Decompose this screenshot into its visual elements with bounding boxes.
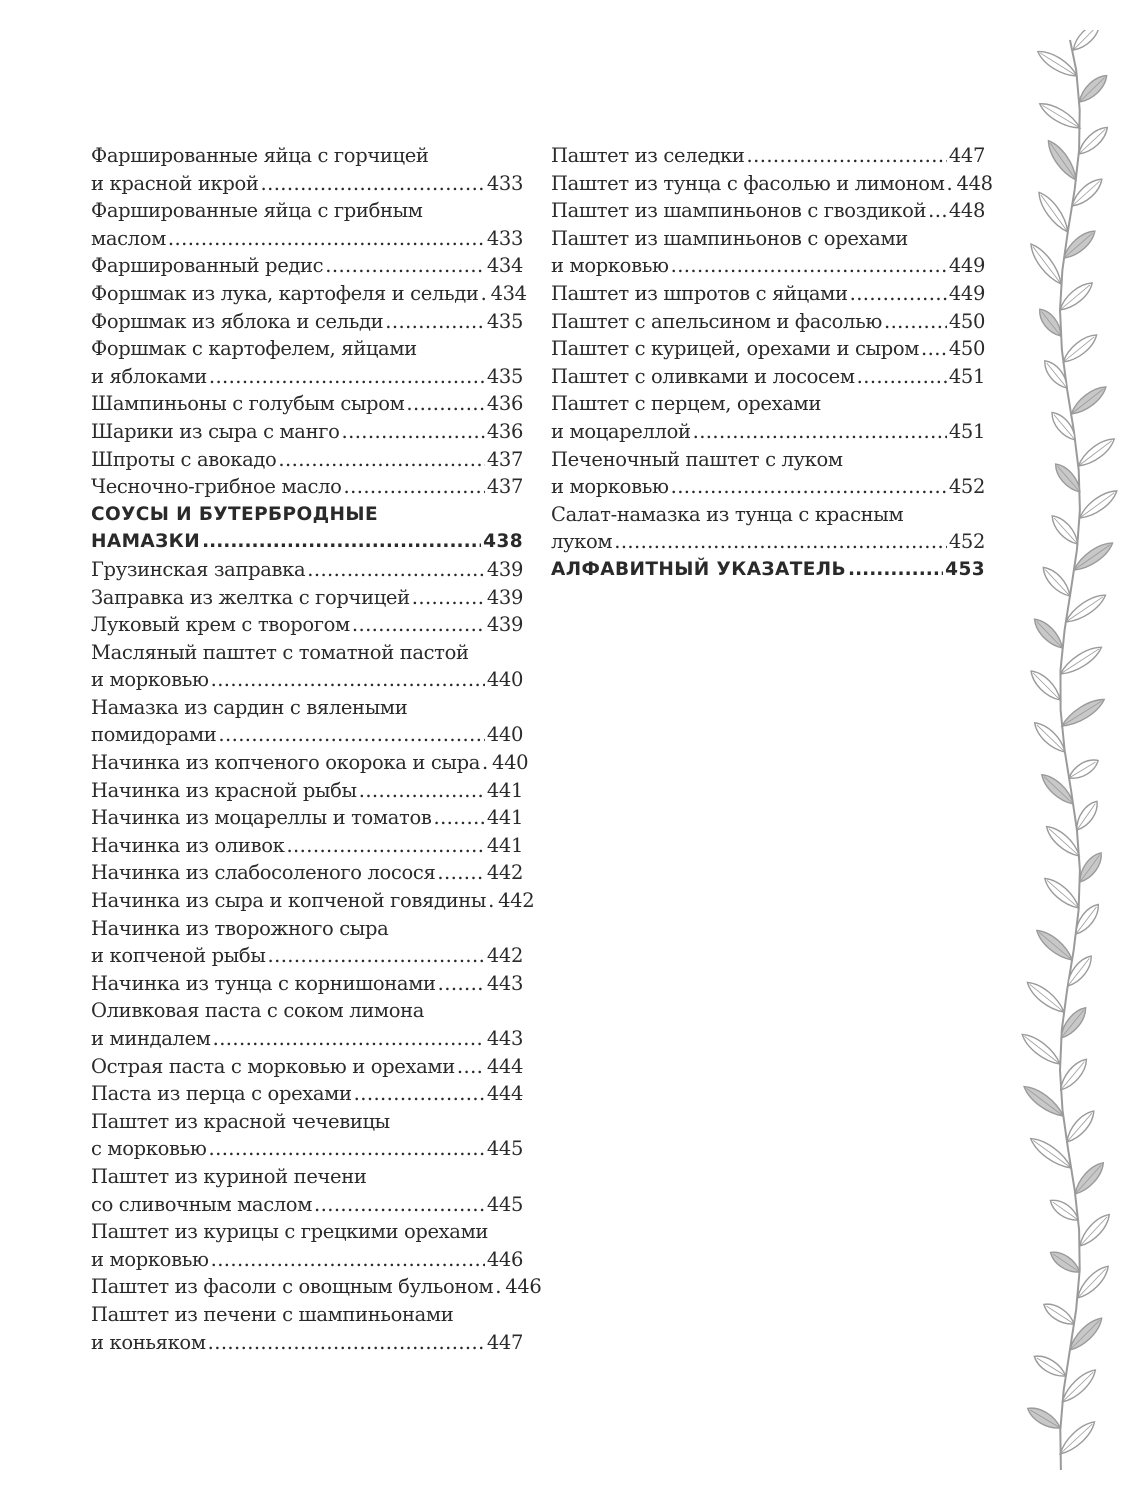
entry-title-line: НАМАЗКИ: [91, 531, 201, 553]
dot-leader: [218, 721, 484, 749]
entry-leader-row: [91, 804, 523, 832]
page-number: 447: [948, 144, 985, 167]
page-number: 442: [486, 861, 523, 885]
entry-title-line: и копченой рыбы: [91, 944, 266, 968]
page-number: 447: [486, 1330, 523, 1354]
dot-leader: [437, 859, 484, 887]
entry-title-line: и моцареллой: [551, 419, 691, 443]
leaf-vine-icon: [1000, 30, 1140, 1490]
toc-entry: [551, 308, 985, 336]
entry-title-line: Паштет из фасоли с овощным бульоном: [91, 1275, 494, 1299]
dot-leader: [438, 970, 485, 998]
entry-leader-row: [91, 721, 523, 749]
entry-title-line: Оливковая паста с соком лимона: [91, 999, 425, 1023]
page-number: 450: [948, 337, 985, 361]
dot-leader: [693, 418, 947, 446]
page-number: 449: [948, 254, 985, 278]
toc-entry: [91, 390, 523, 418]
toc-entry: [551, 390, 985, 445]
entry-leader-row: [91, 1329, 523, 1357]
entry-leader-row: [551, 308, 985, 336]
dot-leader: [495, 1273, 503, 1301]
dot-leader: [307, 556, 485, 584]
toc-entry: [91, 473, 523, 501]
toc-entry: [91, 887, 535, 915]
entry-title-line: Паштет с перцем, орехами: [551, 392, 822, 416]
entry-leader-row: [551, 280, 985, 308]
entry-title-line: Паштет с курицей, орехами и сыром: [551, 337, 920, 361]
entry-title-line: Грузинская заправка: [91, 557, 306, 581]
toc-entry: [91, 1301, 523, 1356]
entry-title-line: и морковью: [91, 1247, 209, 1271]
entry-title-line: и яблоками: [91, 364, 207, 388]
page-number: 452: [948, 475, 985, 499]
page-number: 439: [486, 613, 523, 637]
entry-title-line: Фаршированный редис: [91, 254, 324, 278]
entry-leader-row: [91, 1191, 523, 1219]
entry-title-line: луком: [551, 530, 613, 554]
dot-leader: [344, 473, 485, 501]
entry-leader-row: [551, 335, 985, 363]
toc-entry: [91, 777, 523, 805]
toc-entry: [91, 1163, 523, 1218]
entry-title-line: Паштет из красной чечевицы: [91, 1109, 390, 1133]
entry-title-line: Начинка из моцареллы и томатов: [91, 806, 432, 830]
page-number: 439: [486, 585, 523, 609]
toc-entry: [91, 804, 523, 832]
entry-title-line: и коньяком: [91, 1330, 206, 1354]
toc-entry: [91, 142, 523, 197]
entry-leader-row: [91, 1135, 523, 1163]
toc-entry: [91, 446, 523, 474]
toc-section-entry: [91, 501, 523, 556]
entry-leader-row: [91, 666, 523, 694]
page-number: 434: [490, 281, 527, 305]
entry-title-line: Паштет из курицы с грецкими орехами: [91, 1220, 489, 1244]
toc-entry: [551, 446, 985, 501]
entry-title-line: Форшмак с картофелем, яйцами: [91, 337, 417, 361]
page-number: 436: [486, 392, 523, 416]
dot-leader: [747, 142, 947, 170]
toc-entry: [551, 170, 993, 198]
entry-leader-row: [91, 390, 523, 418]
page-number: 445: [486, 1137, 523, 1161]
entry-title-line: Начинка из тунца с корнишонами: [91, 971, 436, 995]
page-number: 443: [486, 971, 523, 995]
entry-leader-row: [91, 556, 523, 584]
toc-entry: [91, 639, 523, 694]
page-number: 441: [486, 778, 523, 802]
page-number: 449: [948, 281, 985, 305]
entry-leader-row: [91, 1025, 523, 1053]
dot-leader: [857, 363, 947, 391]
toc-entry: [91, 252, 523, 280]
entry-leader-row: [91, 1053, 523, 1081]
page-number: 448: [948, 199, 985, 223]
toc-entry: [91, 1218, 523, 1273]
dot-leader: [211, 1246, 485, 1274]
entry-leader-row: [91, 170, 523, 198]
entry-leader-row: [91, 1246, 523, 1274]
entry-leader-row: [551, 363, 985, 391]
entry-leader-row: [91, 446, 523, 474]
entry-title-line: Паштет из шампиньонов с орехами: [551, 226, 908, 250]
entry-leader-row: [551, 473, 985, 501]
toc-entry: [551, 280, 985, 308]
entry-title-line: АЛФАВИТНЫЙ УКАЗАТЕЛЬ: [551, 558, 847, 580]
entry-title-line: Чесночно-грибное масло: [91, 475, 342, 499]
entry-leader-row: [91, 859, 523, 887]
page-number: 441: [486, 833, 523, 857]
entry-leader-row: [91, 749, 529, 777]
dot-leader: [406, 390, 484, 418]
entry-title-line: Заправка из желтка с горчицей: [91, 585, 410, 609]
page-number: 440: [492, 751, 529, 775]
entry-title-line: Фаршированные яйца с горчицей: [91, 144, 429, 167]
toc-entry: [91, 308, 523, 336]
toc-entry: [91, 915, 523, 970]
page-number: 437: [486, 475, 523, 499]
page-number: 439: [486, 557, 523, 581]
entry-title-line: Паштет из шампиньонов с гвоздикой: [551, 199, 927, 223]
entry-title-line: Начинка из слабосоленого лосося: [91, 861, 436, 885]
entry-leader-row: [91, 225, 523, 253]
entry-title-line: Начинка из сыра и копченой говядины: [91, 889, 487, 913]
entry-title-line: Масляный паштет с томатной пастой: [91, 640, 469, 664]
entry-leader-row: [551, 252, 985, 280]
page-number: 452: [948, 530, 985, 554]
entry-title-line: помидорами: [91, 723, 217, 747]
dot-leader: [671, 252, 947, 280]
toc-entry: [551, 142, 985, 170]
page-number: 433: [486, 226, 523, 250]
dot-leader: [354, 1080, 485, 1108]
toc-entry: [551, 335, 985, 363]
entry-title-line: Паштет из селедки: [551, 144, 745, 167]
entry-leader-row: [551, 528, 985, 556]
dot-leader: [850, 280, 947, 308]
page-number: 448: [956, 171, 993, 195]
dot-leader: [488, 887, 496, 915]
dot-leader: [385, 308, 485, 336]
dot-leader: [208, 1329, 485, 1357]
dot-leader: [884, 308, 947, 336]
entry-leader-row: [91, 363, 523, 391]
entry-title-line: Острая паста с морковью и орехами: [91, 1054, 455, 1078]
toc-entry: [91, 1080, 523, 1108]
toc-entry: [91, 1108, 523, 1163]
toc-entry: [91, 997, 523, 1052]
toc-entry: [91, 418, 523, 446]
page-number: 444: [486, 1054, 523, 1078]
page-number: 433: [486, 171, 523, 195]
page-number: 441: [486, 806, 523, 830]
entry-title-line: Форшмак из яблока и сельди: [91, 309, 384, 333]
page-number: 451: [948, 419, 985, 443]
entry-title-line: Печеночный паштет с луком: [551, 447, 843, 471]
toc-entry: [91, 1053, 523, 1081]
toc-entry: [91, 584, 523, 612]
page-number: 453: [945, 558, 985, 580]
entry-leader-row: [551, 418, 985, 446]
toc-entry: [91, 280, 527, 308]
toc-entry: [551, 197, 985, 225]
entry-leader-row: [91, 887, 535, 915]
dot-leader: [671, 473, 947, 501]
dot-leader: [286, 832, 484, 860]
dot-leader: [202, 528, 481, 556]
entry-leader-row: [91, 308, 523, 336]
toc-entry: [91, 335, 523, 390]
toc-entry: [91, 859, 523, 887]
dot-leader: [928, 197, 947, 225]
dot-leader: [209, 363, 485, 391]
dot-leader: [213, 1025, 485, 1053]
page-number: 438: [483, 531, 523, 553]
entry-leader-row: [91, 777, 523, 805]
dot-leader: [457, 1053, 485, 1081]
dot-leader: [342, 418, 485, 446]
toc-entry: [91, 197, 523, 252]
entry-title-line: и морковью: [551, 475, 669, 499]
dot-leader: [921, 335, 947, 363]
entry-leader-row: [91, 1080, 523, 1108]
toc-right-column: [551, 142, 993, 584]
entry-title-line: и красной икрой: [91, 171, 259, 195]
entry-title-line: со сливочным маслом: [91, 1192, 313, 1216]
dot-leader: [848, 556, 943, 584]
dot-leader: [211, 666, 485, 694]
entry-leader-row: [91, 528, 523, 556]
entry-title-line: Начинка из красной рыбы: [91, 778, 357, 802]
entry-title-line: Намазка из сардин с вялеными: [91, 695, 408, 719]
entry-leader-row: [91, 584, 523, 612]
page-number: 436: [486, 419, 523, 443]
dot-leader: [482, 749, 490, 777]
entry-leader-row: [551, 556, 985, 584]
dot-leader: [268, 942, 485, 970]
dot-leader: [209, 1135, 485, 1163]
entry-title-line: Паштет из куриной печени: [91, 1164, 367, 1188]
page-number: 443: [486, 1027, 523, 1050]
entry-leader-row: [91, 942, 523, 970]
page-number: 435: [486, 364, 523, 388]
toc-entry: [551, 501, 985, 556]
entry-title-line: Форшмак из лука, картофеля и сельди: [91, 281, 479, 305]
toc-left-column: [91, 142, 542, 1356]
page-number: 437: [486, 447, 523, 471]
toc-entry: [91, 970, 523, 998]
toc-entry: [91, 1273, 542, 1301]
page-number: 435: [486, 309, 523, 333]
entry-leader-row: [91, 280, 527, 308]
dot-leader: [947, 170, 955, 198]
page-number: 442: [498, 889, 535, 913]
dot-leader: [433, 804, 484, 832]
toc-section-entry: [551, 556, 985, 584]
page-number: 451: [948, 364, 985, 388]
entry-title-line: и миндалем: [91, 1027, 211, 1050]
entry-title-line: Луковый крем с творогом: [91, 613, 350, 637]
entry-leader-row: [551, 197, 985, 225]
entry-title-line: Начинка из копченого окорока и сыра: [91, 751, 481, 775]
dot-leader: [614, 528, 947, 556]
page-number: 440: [486, 668, 523, 692]
entry-title-line: Паштет с апельсином и фасолью: [551, 309, 882, 333]
page-number: 434: [486, 254, 523, 278]
entry-title-line: Паштет с оливками и лососем: [551, 364, 855, 388]
entry-title-line: Начинка из творожного сыра: [91, 916, 389, 940]
toc-entry: [91, 611, 523, 639]
page-number: 445: [486, 1192, 523, 1216]
entry-leader-row: [91, 473, 523, 501]
dot-leader: [168, 225, 485, 253]
dot-leader: [278, 446, 484, 474]
entry-title-line: Начинка из оливок: [91, 833, 285, 857]
entry-leader-row: [91, 970, 523, 998]
entry-leader-row: [91, 252, 523, 280]
entry-title-line: и морковью: [91, 668, 209, 692]
toc-entry: [91, 749, 529, 777]
page-number: 444: [486, 1082, 523, 1106]
entry-title-line: Паштет из тунца с фасолью и лимоном: [551, 171, 945, 195]
dot-leader: [314, 1191, 485, 1219]
entry-title-line: Шарики из сыра с манго: [91, 419, 340, 443]
entry-leader-row: [91, 611, 523, 639]
entry-title-line: Паштет из печени с шампиньонами: [91, 1302, 454, 1326]
page-number: 442: [486, 944, 523, 968]
entry-title-line: Паштет из шпротов с яйцами: [551, 281, 848, 305]
page-number: 440: [486, 723, 523, 747]
page-number: 450: [948, 309, 985, 333]
dot-leader: [359, 777, 485, 805]
entry-leader-row: [551, 142, 985, 170]
entry-leader-row: [91, 418, 523, 446]
toc-entry: [91, 832, 523, 860]
dot-leader: [325, 252, 485, 280]
entry-title-line: Фаршированные яйца с грибным: [91, 199, 423, 223]
dot-leader: [352, 611, 485, 639]
entry-title-line: СОУСЫ И БУТЕРБРОДНЫЕ: [91, 503, 379, 525]
entry-leader-row: [551, 170, 993, 198]
dot-leader: [412, 584, 485, 612]
entry-title-line: и морковью: [551, 254, 669, 278]
dot-leader: [261, 170, 485, 198]
toc-entry: [551, 363, 985, 391]
toc-entry: [91, 556, 523, 584]
toc-entry: [91, 694, 523, 749]
entry-title-line: Шпроты с авокадо: [91, 447, 277, 471]
dot-leader: [481, 280, 489, 308]
page-number: 446: [505, 1275, 542, 1299]
entry-title-line: маслом: [91, 226, 166, 250]
entry-title-line: Салат-намазка из тунца с красным: [551, 502, 904, 526]
entry-title-line: Паста из перца с орехами: [91, 1082, 352, 1106]
entry-title-line: Шампиньоны с голубым сыром: [91, 392, 405, 416]
entry-leader-row: [91, 1273, 542, 1301]
entry-leader-row: [91, 832, 523, 860]
toc-entry: [551, 225, 985, 280]
entry-title-line: с морковью: [91, 1137, 207, 1161]
page-number: 446: [486, 1247, 523, 1271]
